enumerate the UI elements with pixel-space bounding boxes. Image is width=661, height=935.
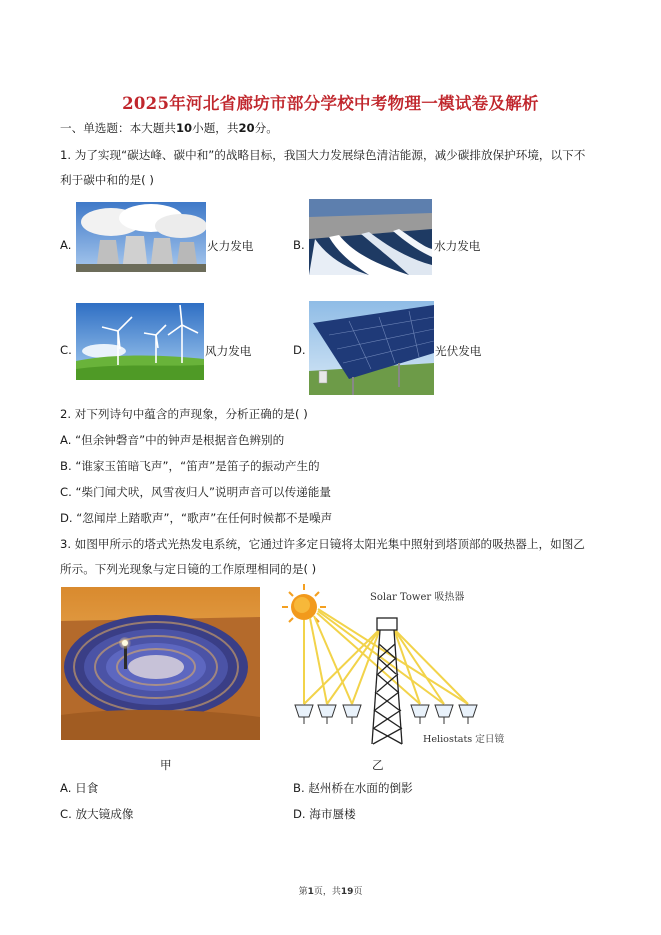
q2-option-b[interactable]: B. “谁家玉笛暗飞声”，“笛声”是笛子的振动产生的 [60,459,320,473]
q3-option-a[interactable]: A. 日食 [60,781,99,795]
q2-option-c[interactable]: C. “柴门闻犬吠，风雪夜归人”说明声音可以传递能量 [60,485,331,499]
q1-option-b-label: 水力发电 [434,239,481,253]
solar-pv-image [309,301,434,395]
q1-option-d-label: 光伏发电 [435,344,482,358]
page-footer: 第1页，共19页 [298,887,363,897]
q1-option-a-label: 火力发电 [207,239,254,253]
q3-option-b[interactable]: B. 赵州桥在水面的倒影 [293,781,413,795]
q2-option-a[interactable]: A. “但余钟磬音”中的钟声是根据音色辨别的 [60,433,285,447]
hydro-power-image [309,199,432,275]
solar-tower-diagram [282,584,522,749]
q1-stem-line2: 利于碳中和的是( ) [60,173,154,187]
q1-option-d-letter[interactable]: D. [293,343,306,357]
q1-option-b-letter[interactable]: B. [293,238,305,252]
solar-field-photo [61,587,260,740]
q1-option-c-label: 风力发电 [205,344,252,358]
q1-option-c-letter[interactable]: C. [60,343,72,357]
section-heading: 一、单选题：本大题共10小题，共20分。 [60,121,278,135]
wind-power-image [76,303,204,380]
q3-option-d[interactable]: D. 海市蜃楼 [293,807,356,821]
solar-tower-label: Solar Tower 吸热器 [370,592,465,603]
heliostats-label: Heliostats 定日镜 [423,734,505,745]
q3-stem-line1: 3. 如图甲所示的塔式光热发电系统，它通过许多定日镜将太阳光集中照射到塔顶部的吸热器上，如图乙 [60,537,585,551]
q3-stem-line2: 所示。下列光现象与定日镜的工作原理相同的是( ) [60,562,317,576]
figure-jia-caption: 甲 [160,758,172,772]
q1-option-a-letter[interactable]: A. [60,238,72,252]
figure-yi-caption: 乙 [372,758,384,772]
q1-stem-line1: 1. 为了实现“碳达峰、碳中和”的战略目标，我国大力发展绿色清洁能源，减少碳排放保护环境，以下不 [60,148,586,162]
page-title: 2025年河北省廊坊市部分学校中考物理一模试卷及解析 [122,94,539,113]
q2-option-d[interactable]: D. “忽闻岸上踏歌声”，“歌声”在任何时候都不是噪声 [60,511,333,525]
q2-stem: 2. 对下列诗句中蕴含的声现象，分析正确的是( ) [60,407,308,421]
thermal-power-image [76,202,206,272]
q3-option-c[interactable]: C. 放大镜成像 [60,807,134,821]
